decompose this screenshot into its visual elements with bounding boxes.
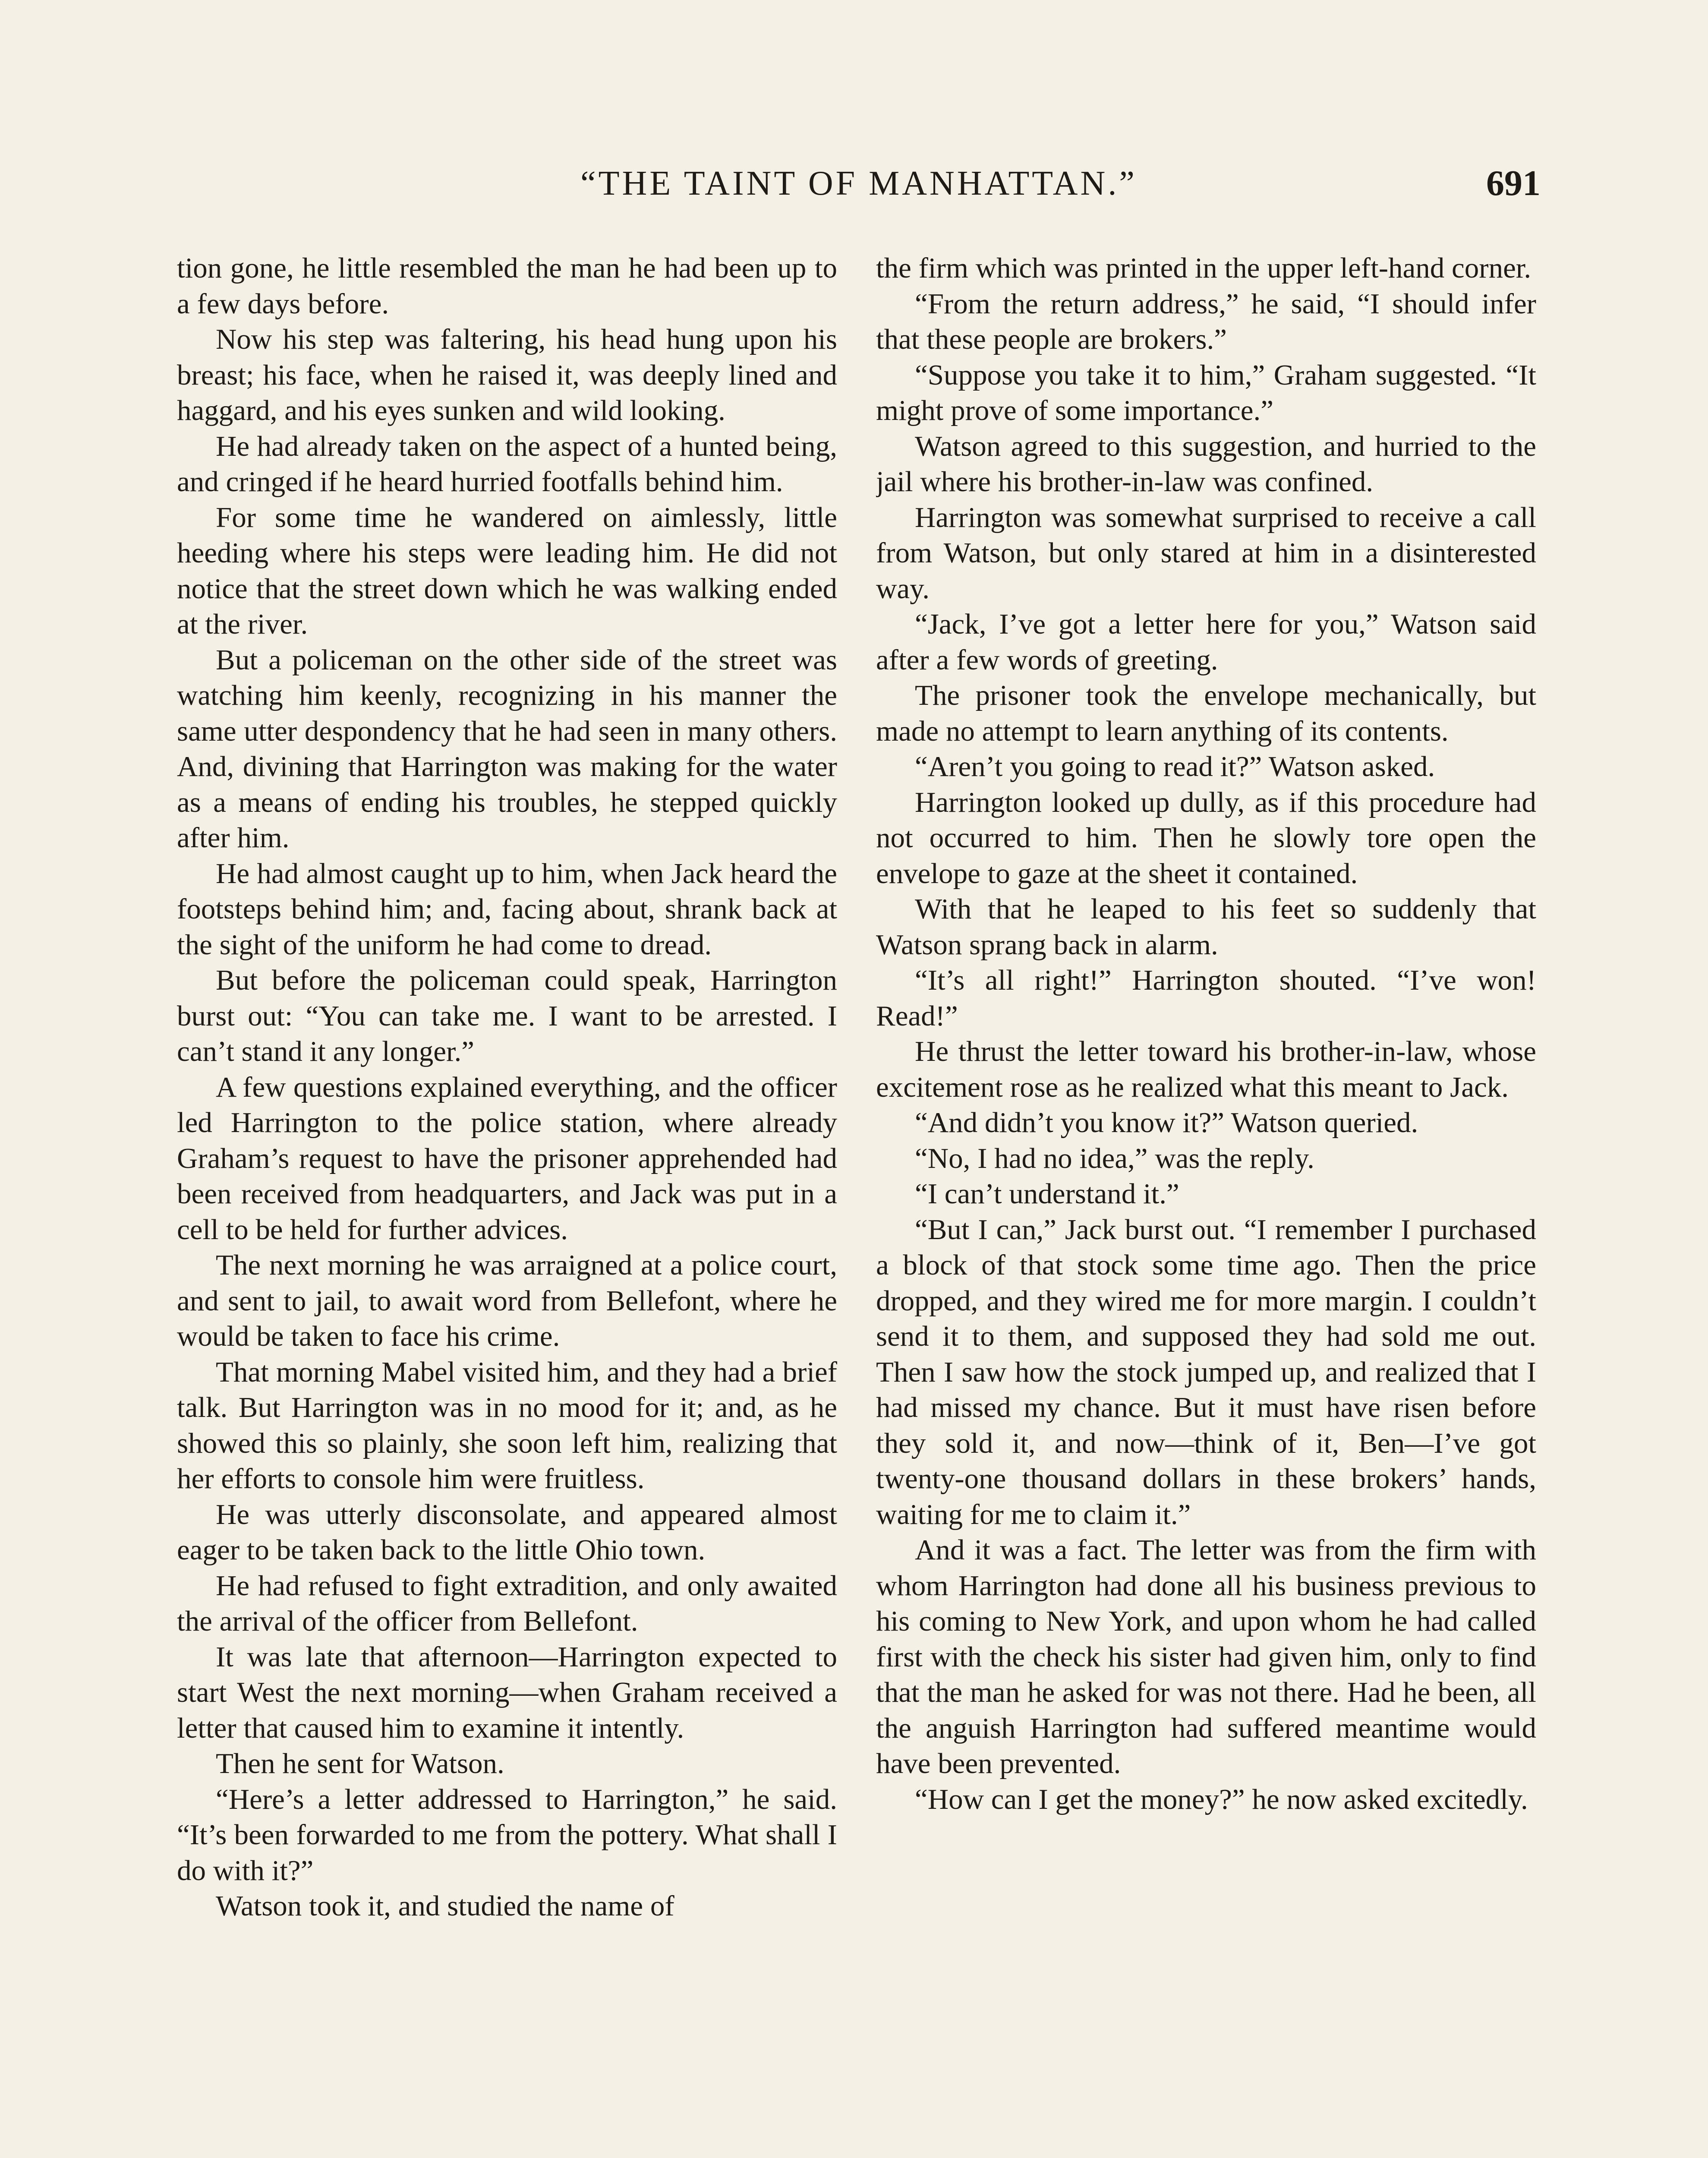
paragraph: “Jack, I’ve got a letter here for you,” Watson said after a few words of greeting.: [876, 608, 1536, 676]
paragraph: The next morning he was arraigned at a police court, and sent to jail, to await word from Bellefont, where he would be taken to face his crime.: [177, 1249, 837, 1352]
paragraph: “I can’t understand it.”: [915, 1178, 1179, 1210]
paragraph: But before the policeman could speak, Harrington burst out: “You can take me. I want to be arrested. I can’t stand it any longer.”: [177, 964, 837, 1067]
page-header: [177, 158, 1541, 209]
paragraph: “From the return address,” he said, “I should infer that these people are brokers.”: [876, 287, 1536, 355]
paragraph: “Here’s a letter addressed to Harrington,” he said. “It’s been forwarded to me from the pottery. What shall I do with it?”: [177, 1783, 837, 1887]
page-number: 691: [1486, 163, 1541, 203]
paragraph: He was utterly disconsolate, and appeared almost eager to be taken back to the little Ohio town.: [177, 1498, 837, 1566]
paragraph: A few questions explained everything, and the officer led Harrington to the police station, where already Graham’s request to have the prisoner apprehended had been received from headquarters, and Jack was put in a cell to be held for further advices.: [177, 1071, 837, 1246]
paragraph: Watson took it, and studied the name of: [216, 1890, 674, 1922]
paragraph: Watson agreed to this suggestion, and hurried to the jail where his brother-in-law was confined.: [876, 430, 1536, 498]
paragraph: Harrington was somewhat surprised to receive a call from Watson, but only stared at him in a disinterested way.: [876, 501, 1536, 605]
paragraph: And it was a fact. The letter was from the firm with whom Harrington had done all his business previous to his coming to New York, and upon whom he had called first with the check his sister had given him, only to find that the man he asked for was not there. Had he been, all the anguish Harrington had suffered meantime would have been prevented.: [876, 1534, 1536, 1779]
paragraph: “And didn’t you know it?” Watson queried.: [915, 1107, 1418, 1139]
paragraph: Then he sent for Watson.: [216, 1748, 504, 1779]
paragraph: “No, I had no idea,” was the reply.: [915, 1142, 1314, 1174]
paragraph: He had almost caught up to him, when Jack heard the footsteps behind him; and, facing about, shrank back at the sight of the uniform he had come to dread.: [177, 857, 837, 961]
paragraph: Harrington looked up dully, as if this procedure had not occurred to him. Then he slowly tore open the envelope to gaze at the sheet it contained.: [876, 786, 1536, 890]
running-title: “THE TAINT OF MANHATTAN.”: [580, 164, 1137, 202]
paragraph: That morning Mabel visited him, and they had a brief talk. But Harrington was in no mood for it; and, as he showed this so plainly, she soon left him, realizing that her efforts to console him were fruitless.: [177, 1356, 837, 1495]
paragraph: “Aren’t you going to read it?” Watson asked.: [915, 751, 1435, 782]
paragraph: “How can I get the money?” he now asked excitedly.: [915, 1783, 1528, 1815]
paragraph: But a policeman on the other side of the street was watching him keenly, recognizing in his manner the same utter despondency that he had seen in many others. And, divining that Harrington was making for the water as a means of ending his troubles, he stepped quickly after him.: [177, 644, 837, 854]
paragraph: With that he leaped to his feet so suddenly that Watson sprang back in alarm.: [876, 893, 1536, 961]
paragraph: The prisoner took the envelope mechanically, but made no attempt to learn anything of its contents.: [876, 679, 1536, 747]
paragraph: “But I can,” Jack burst out. “I remember I purchased a block of that stock some time ago. Then the price dropped, and they wired me for more margin. I couldn’t send it to them, and supposed they had sold me out. Then I saw how the stock jumped up, and realized that I had missed my chance. But it must have risen before they sold it, and now—think of it, Ben—I’ve got twenty-one thousand dollars in these brokers’ hands, waiting for me to claim it.”: [876, 1213, 1536, 1530]
paragraph: He thrust the letter toward his brother-in-law, whose excitement rose as he realized what this meant to Jack.: [876, 1035, 1536, 1103]
paragraph: It was late that afternoon—Harrington expected to start West the next morning—when Graham received a letter that caused him to examine it intently.: [177, 1641, 837, 1744]
paragraph: He had already taken on the aspect of a hunted being, and cringed if he heard hurried footfalls behind him.: [177, 430, 837, 498]
paragraph: “Suppose you take it to him,” Graham suggested. “It might prove of some importance.”: [876, 359, 1536, 426]
paragraph: tion gone, he little resembled the man he had been up to a few days before.: [177, 252, 837, 320]
left-text-column: [177, 250, 837, 2158]
paragraph: He had refused to fight extradition, and only awaited the arrival of the officer from Bellefont.: [177, 1569, 837, 1637]
right-text-column: [876, 250, 1536, 2158]
paragraph: For some time he wandered on aimlessly, little heeding where his steps were leading him. He did not notice that the street down which he was walking ended at the river.: [177, 501, 837, 640]
paragraph: the firm which was printed in the upper left-hand corner.: [876, 252, 1532, 284]
paragraph: Now his step was faltering, his head hung upon his breast; his face, when he raised it, was deeply lined and haggard, and his eyes sunken and wild looking.: [177, 323, 837, 426]
paragraph: “It’s all right!” Harrington shouted. “I’ve won! Read!”: [876, 964, 1536, 1032]
